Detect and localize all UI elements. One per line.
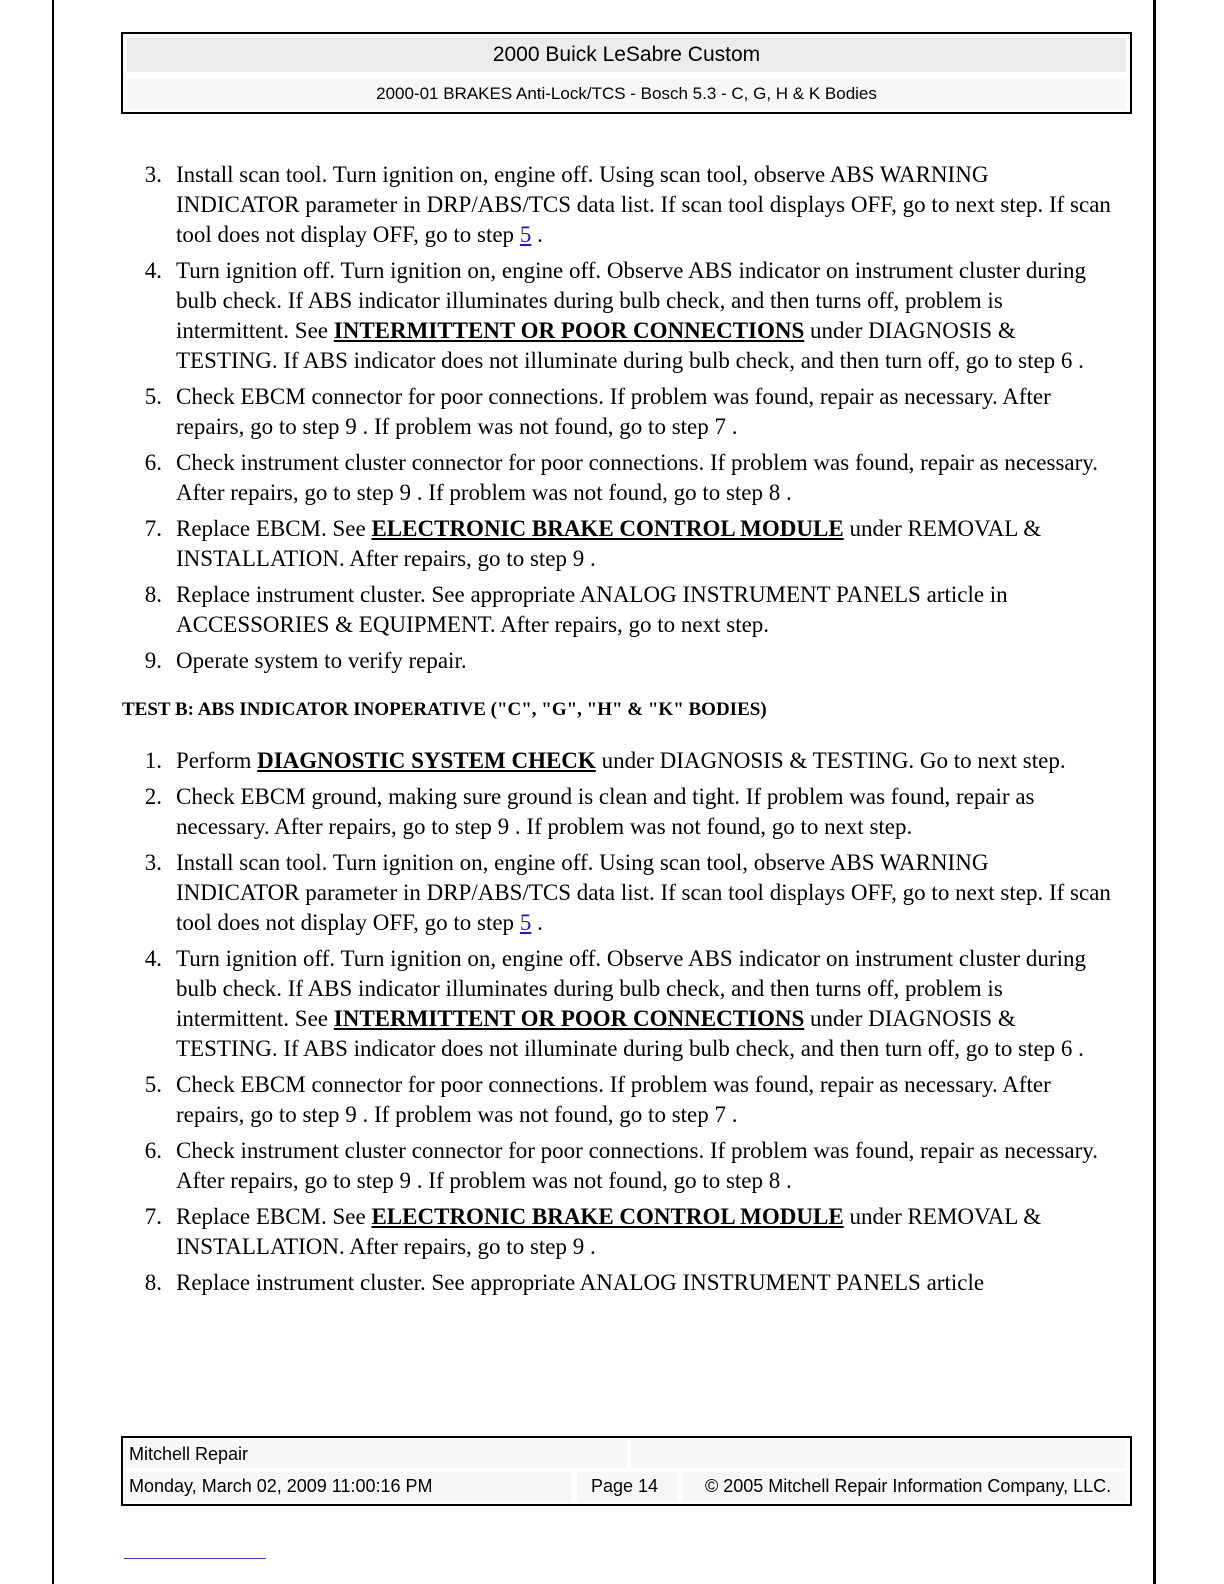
diagnostic-system-check-link[interactable]: DIAGNOSTIC SYSTEM CHECK bbox=[257, 748, 596, 773]
step-number: 2. bbox=[144, 784, 162, 809]
step-text: Install scan tool. Turn ignition on, engine off. Using scan tool, observe ABS WARNING INDICATOR parameter in DRP/ABS/TCS data list. If scan tool displays OFF, go to next step. If scan tool does not display OFF, go to step bbox=[176, 850, 1111, 935]
step-list-test-b bbox=[122, 746, 1112, 1298]
step-number: 1. bbox=[144, 748, 162, 773]
list-item bbox=[122, 944, 1112, 1064]
step-text: Operate system to verify repair. bbox=[176, 648, 467, 673]
list-item bbox=[122, 848, 1112, 938]
footer-page: Page 14 bbox=[577, 1472, 677, 1502]
step-text: . bbox=[531, 222, 543, 247]
step-text: under DIAGNOSIS & TESTING. If ABS indicator does not illuminate during bulb check, and then turn off, go to step 6 . bbox=[176, 318, 1084, 373]
list-item bbox=[122, 1202, 1112, 1262]
step-text: Check instrument cluster connector for poor connections. If problem was found, repair as necessary. After repairs, go to step 9 . If problem was not found, go to step 8 . bbox=[176, 450, 1099, 505]
step-list-test-a bbox=[122, 160, 1112, 676]
step-text: Replace instrument cluster. See appropriate ANALOG INSTRUMENT PANELS article bbox=[176, 1270, 985, 1295]
list-item bbox=[122, 580, 1112, 640]
step-number: 8. bbox=[144, 582, 162, 607]
step-number: 4. bbox=[144, 258, 162, 283]
footer-empty-cell bbox=[631, 1440, 1126, 1468]
step-text: under REMOVAL & INSTALLATION. After repairs, go to step 9 . bbox=[176, 516, 1042, 571]
intermittent-connections-link[interactable]: INTERMITTENT OR POOR CONNECTIONS bbox=[333, 318, 805, 343]
step-number: 6. bbox=[144, 1138, 162, 1163]
step-text: Turn ignition off. Turn ignition on, engine off. Observe ABS indicator on instrument cluster during bulb check. If ABS indicator illuminates during bulb check, and then turns off, problem is intermittent. See bbox=[176, 946, 1086, 1031]
ebcm-module-link[interactable]: ELECTRONIC BRAKE CONTROL MODULE bbox=[371, 516, 844, 541]
step-number: 7. bbox=[144, 1204, 162, 1229]
intermittent-connections-link[interactable]: INTERMITTENT OR POOR CONNECTIONS bbox=[333, 1006, 805, 1031]
list-item bbox=[122, 1070, 1112, 1130]
step-number: 3. bbox=[144, 850, 162, 875]
step-number: 5. bbox=[144, 384, 162, 409]
footer-date: Monday, March 02, 2009 11:00:16 PM bbox=[125, 1472, 571, 1502]
step-number: 3. bbox=[144, 162, 162, 187]
list-item bbox=[122, 448, 1112, 508]
step-text: . bbox=[531, 910, 543, 935]
step-text: Check EBCM connector for poor connections. If problem was found, repair as necessary. After repairs, go to step 9 . If problem was not found, go to step 7 . bbox=[176, 384, 1051, 439]
step-5-link[interactable]: 5 bbox=[519, 910, 532, 935]
step-text: Install scan tool. Turn ignition on, engine off. Using scan tool, observe ABS WARNING INDICATOR parameter in DRP/ABS/TCS data list. If scan tool displays OFF, go to next step. If scan tool does not display OFF, go to step bbox=[176, 162, 1111, 247]
step-number: 6. bbox=[144, 450, 162, 475]
document-footer bbox=[121, 1436, 1132, 1506]
step-text: Replace EBCM. See bbox=[176, 1204, 372, 1229]
footer-source: Mitchell Repair bbox=[125, 1440, 627, 1468]
document-subtitle: 2000-01 BRAKES Anti-Lock/TCS - Bosch 5.3 - C, G, H & K Bodies bbox=[127, 79, 1126, 109]
document-title: 2000 Buick LeSabre Custom bbox=[127, 38, 1126, 72]
step-text: under REMOVAL & INSTALLATION. After repairs, go to step 9 . bbox=[176, 1204, 1042, 1259]
list-item bbox=[122, 1268, 1112, 1298]
list-item bbox=[122, 514, 1112, 574]
step-number: 4. bbox=[144, 946, 162, 971]
step-text: Turn ignition off. Turn ignition on, engine off. Observe ABS indicator on instrument cluster during bulb check. If ABS indicator illuminates during bulb check, and then turns off, problem is intermittent. See bbox=[176, 258, 1086, 343]
footer-copyright: © 2005 Mitchell Repair Information Company, LLC. bbox=[683, 1472, 1126, 1502]
step-number: 5. bbox=[144, 1072, 162, 1097]
step-number: 8. bbox=[144, 1270, 162, 1295]
step-text: under DIAGNOSIS & TESTING. Go to next step. bbox=[595, 748, 1066, 773]
step-number: 7. bbox=[144, 516, 162, 541]
document-body bbox=[122, 160, 1112, 1304]
list-item bbox=[122, 746, 1112, 776]
step-text: under DIAGNOSIS & TESTING. If ABS indicator does not illuminate during bulb check, and then turn off, go to step 6 . bbox=[176, 1006, 1084, 1061]
step-text: Check instrument cluster connector for poor connections. If problem was found, repair as necessary. After repairs, go to step 9 . If problem was not found, go to step 8 . bbox=[176, 1138, 1099, 1193]
step-text: Check EBCM connector for poor connections. If problem was found, repair as necessary. After repairs, go to step 9 . If problem was not found, go to step 7 . bbox=[176, 1072, 1051, 1127]
step-text: Replace EBCM. See bbox=[176, 516, 372, 541]
step-text: Perform bbox=[176, 748, 258, 773]
list-item bbox=[122, 646, 1112, 676]
test-b-heading: TEST B: ABS INDICATOR INOPERATIVE ("C", "G", "H" & "K" BODIES) bbox=[122, 699, 767, 720]
list-item bbox=[122, 382, 1112, 442]
list-item bbox=[122, 160, 1112, 250]
document-header bbox=[121, 32, 1132, 114]
footer-rule bbox=[124, 1558, 266, 1559]
step-text: Check EBCM ground, making sure ground is clean and tight. If problem was found, repair as necessary. After repairs, go to step 9 . If problem was not found, go to next step. bbox=[176, 784, 1035, 839]
step-number: 9. bbox=[144, 648, 162, 673]
list-item bbox=[122, 256, 1112, 376]
step-5-link[interactable]: 5 bbox=[519, 222, 532, 247]
ebcm-module-link[interactable]: ELECTRONIC BRAKE CONTROL MODULE bbox=[371, 1204, 844, 1229]
list-item bbox=[122, 782, 1112, 842]
list-item bbox=[122, 1136, 1112, 1196]
step-text: Replace instrument cluster. See appropriate ANALOG INSTRUMENT PANELS article in ACCESSORIES & EQUIPMENT. After repairs, go to next step. bbox=[176, 582, 1008, 637]
